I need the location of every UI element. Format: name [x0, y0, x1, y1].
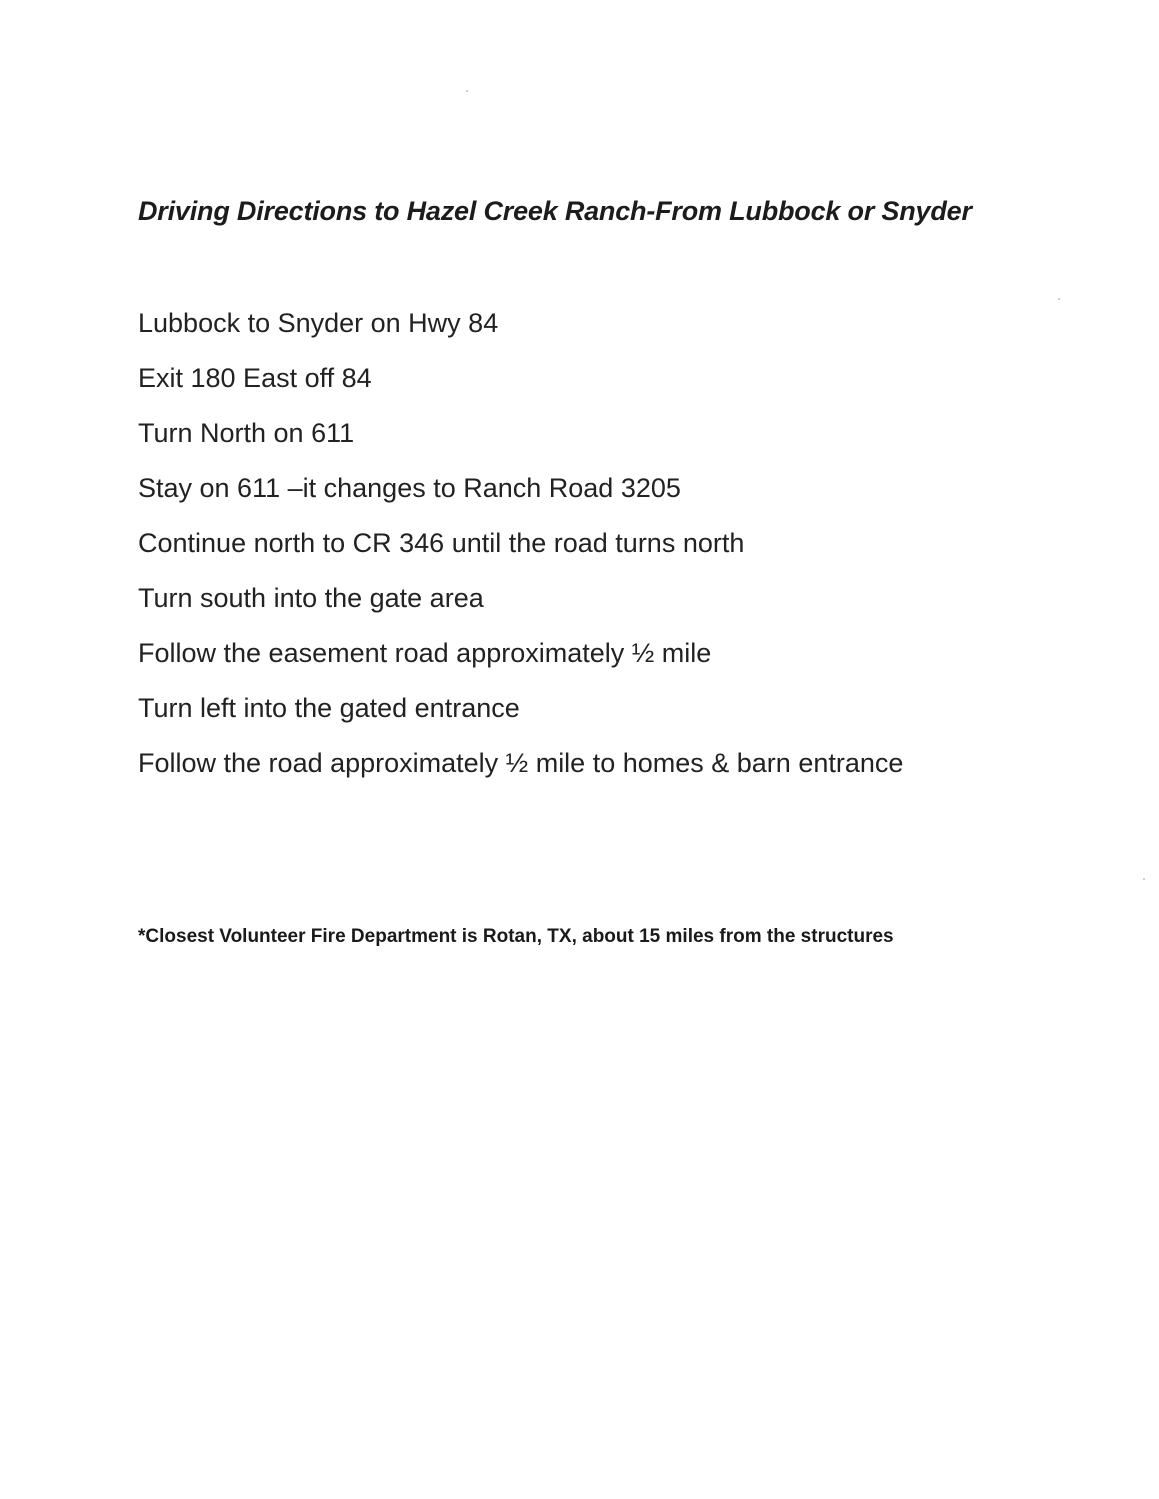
scan-speck	[1143, 878, 1145, 880]
direction-step: Turn North on 611	[138, 418, 355, 448]
direction-step: Continue north to CR 346 until the road turns north	[138, 528, 745, 558]
direction-step: Follow the road approximately ½ mile to homes & barn entrance	[138, 748, 904, 778]
direction-step: Follow the easement road approximately ½ mile	[138, 638, 712, 668]
direction-step: Stay on 611 –it changes to Ranch Road 3205	[138, 473, 681, 503]
scan-speck	[1058, 298, 1060, 300]
document-title: Driving Directions to Hazel Creek Ranch-From Lubbock or Snyder	[138, 196, 972, 226]
direction-step: Lubbock to Snyder on Hwy 84	[138, 308, 499, 338]
direction-step: Turn left into the gated entrance	[138, 693, 520, 723]
directions-list	[138, 304, 903, 799]
direction-step: Exit 180 East off 84	[138, 363, 372, 393]
scan-speck	[466, 90, 468, 92]
fire-department-note: *Closest Volunteer Fire Department is Rotan, TX, about 15 miles from the structures	[138, 926, 894, 947]
direction-step: Turn south into the gate area	[138, 583, 484, 613]
